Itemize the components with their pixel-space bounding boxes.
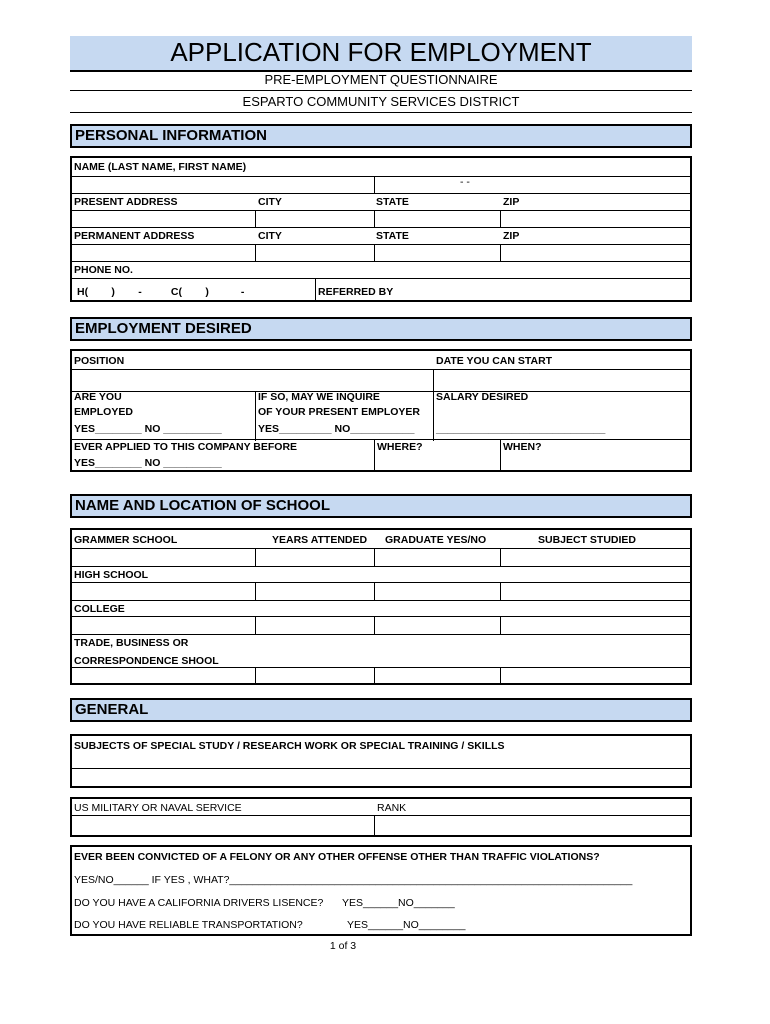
- inquire-yes-no[interactable]: YES_________ NO___________: [258, 423, 415, 435]
- license-question: DO YOU HAVE A CALIFORNIA DRIVERS LISENCE?: [74, 897, 324, 909]
- graduate-label: GRADUATE YES/NO: [385, 534, 487, 546]
- section-personal-information: PERSONAL INFORMATION: [70, 124, 692, 148]
- phone-label: PHONE NO.: [74, 264, 133, 276]
- correspondence-label: CORRESPONDENCE SHOOL: [74, 655, 219, 667]
- ever-applied-label: EVER APPLIED TO THIS COMPANY BEFORE: [74, 441, 298, 453]
- section-school: NAME AND LOCATION OF SCHOOL: [70, 494, 692, 518]
- military-label: US MILITARY OR NAVAL SERVICE: [74, 802, 242, 814]
- permanent-state-label: STATE: [376, 230, 409, 242]
- position-label: POSITION: [74, 355, 125, 367]
- school-box: [70, 528, 692, 685]
- if-so-label: IF SO, MAY WE INQUIRE: [258, 391, 380, 403]
- present-employer-label: OF YOUR PRESENT EMPLOYER: [258, 406, 420, 418]
- name-dashes: - -: [460, 176, 470, 188]
- skills-box: [70, 734, 692, 788]
- section-general: GENERAL: [70, 698, 692, 722]
- present-city-label: CITY: [258, 196, 282, 208]
- high-school-label: HIGH SCHOOL: [74, 569, 149, 581]
- permanent-address-label: PERMANENT ADDRESS: [74, 230, 195, 242]
- personal-info-box: [70, 156, 692, 302]
- military-box: [70, 797, 692, 837]
- date-start-label: DATE YOU CAN START: [436, 355, 553, 367]
- name-label: NAME (LAST NAME, FIRST NAME): [74, 161, 247, 173]
- permanent-city-label: CITY: [258, 230, 282, 242]
- transport-answer[interactable]: YES______NO________: [347, 919, 466, 931]
- salary-line[interactable]: _____________________________: [436, 423, 606, 435]
- permanent-zip-label: ZIP: [503, 230, 520, 242]
- page-title: APPLICATION FOR EMPLOYMENT: [70, 36, 692, 72]
- rank-label: RANK: [377, 802, 407, 814]
- where-label: WHERE?: [377, 441, 423, 453]
- trade-label: TRADE, BUSINESS OR: [74, 637, 189, 649]
- special-study-label: SUBJECTS OF SPECIAL STUDY / RESEARCH WORK OR SPECIAL TRAINING / SKILLS: [74, 740, 505, 752]
- employed-yes-no[interactable]: YES________ NO __________: [74, 423, 222, 435]
- name-input[interactable]: [72, 177, 376, 194]
- employment-box: [70, 349, 692, 472]
- subtitle-questionnaire: PRE-EMPLOYMENT QUESTIONNAIRE: [264, 72, 498, 87]
- divider: [70, 90, 692, 91]
- college-label: COLLEGE: [74, 603, 125, 615]
- transport-question: DO YOU HAVE RELIABLE TRANSPORTATION?: [74, 919, 303, 931]
- referred-by-label: REFERRED BY: [318, 286, 394, 298]
- license-answer[interactable]: YES______NO_______: [342, 897, 455, 909]
- page-number: 1 of 3: [329, 940, 357, 952]
- subject-studied-label: SUBJECT STUDIED: [538, 534, 637, 546]
- when-label: WHEN?: [503, 441, 542, 453]
- felony-answer-line[interactable]: YES/NO______ IF YES , WHAT?_____________________________________________________________________: [74, 874, 633, 886]
- divider: [70, 112, 692, 113]
- section-employment-desired: EMPLOYMENT DESIRED: [70, 317, 692, 341]
- subtitle-district: ESPARTO COMMUNITY SERVICES DISTRICT: [242, 94, 520, 109]
- present-zip-label: ZIP: [503, 196, 520, 208]
- salary-label: SALARY DESIRED: [436, 391, 529, 403]
- years-attended-label: YEARS ATTENDED: [272, 534, 368, 546]
- present-state-label: STATE: [376, 196, 409, 208]
- phone-fields[interactable]: H( ) - C( ) -: [77, 286, 245, 298]
- felony-question: EVER BEEN CONVICTED OF A FELONY OR ANY OTHER OFFENSE OTHER THAN TRAFFIC VIOLATIONS?: [74, 851, 600, 863]
- applied-yes-no[interactable]: YES________ NO __________: [74, 457, 222, 469]
- employed-label: EMPLOYED: [74, 406, 133, 418]
- are-you-label: ARE YOU: [74, 391, 122, 403]
- grammer-school-label: GRAMMER SCHOOL: [74, 534, 178, 546]
- present-address-label: PRESENT ADDRESS: [74, 196, 178, 208]
- questions-box: [70, 845, 692, 936]
